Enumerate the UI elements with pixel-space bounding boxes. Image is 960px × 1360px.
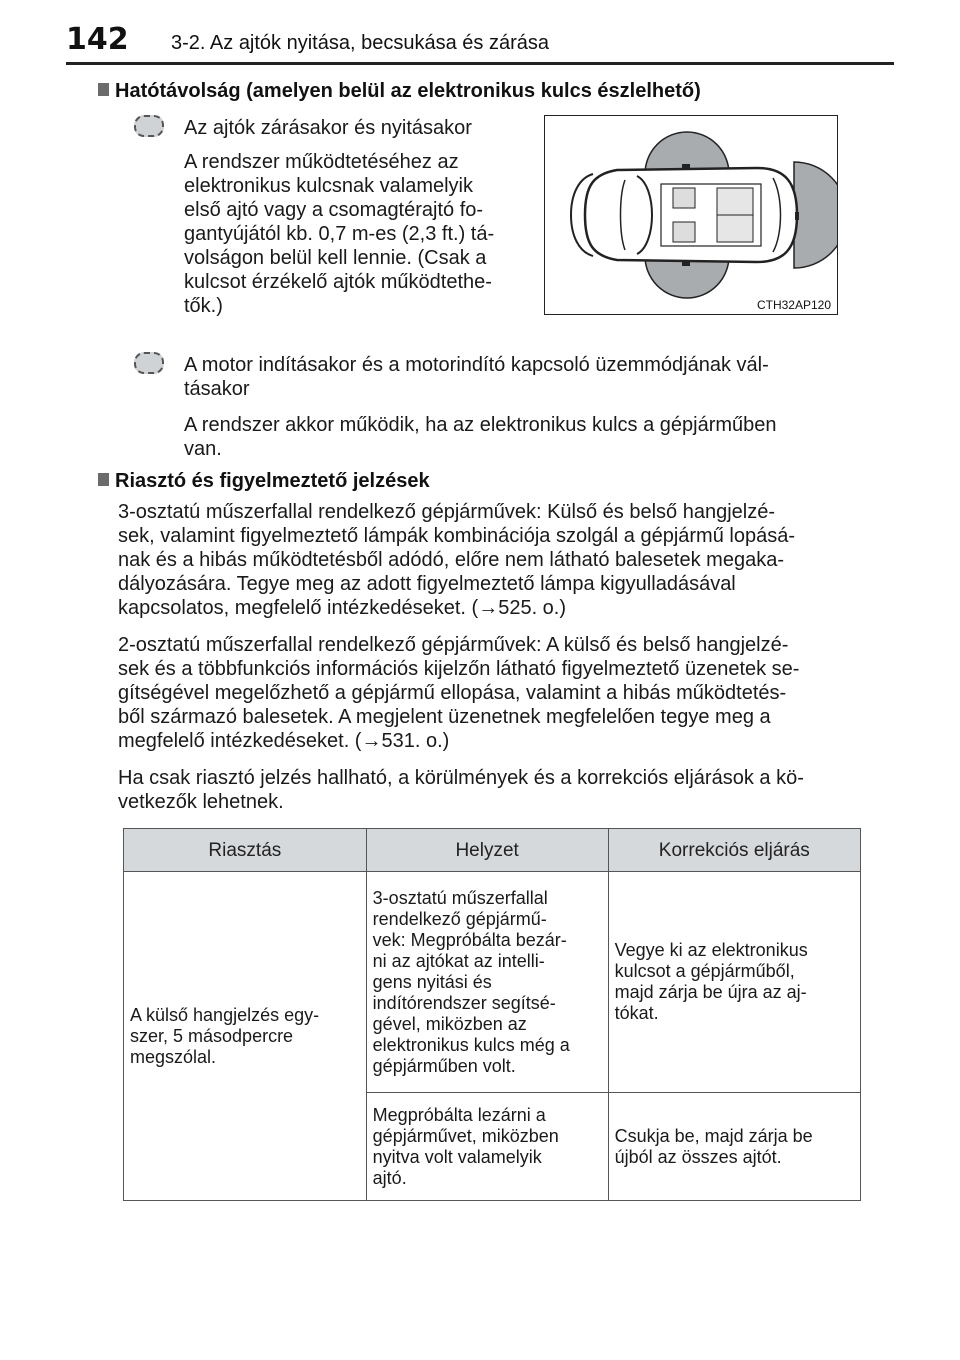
text-line: első ajtó vagy a csomagtérajtó fo- (184, 199, 484, 221)
text-line: kapcsolatos, megfelelő intézkedéseket. (→525. o.) (118, 597, 567, 619)
col-header-alarm: Riasztás (124, 829, 367, 872)
text-line: rendelkező gépjármű- (372, 908, 547, 929)
situation-cell (366, 1093, 608, 1201)
car-range-figure (544, 115, 838, 315)
section-title-range-text: Hatótávolság (amelyen belül az elektronikus kulcs észlelhető) (115, 80, 701, 102)
situation-cell (366, 872, 608, 1093)
text-line: nak és a hibás működtetésből adódó, előre nem látható balesetek megaka- (118, 549, 784, 571)
car-range-diagram (545, 116, 837, 314)
table-header-row (124, 829, 861, 872)
item2-heading (184, 353, 829, 401)
header-rule (66, 62, 894, 65)
text-line: vek: Megpróbálta bezár- (372, 929, 567, 950)
text-line: újból az összes ajtót. (614, 1146, 782, 1167)
text-line: A motor indításakor és a motorindító kapcsoló üzemmódjának vál- (184, 354, 769, 376)
text-line: dályozására. Tegye meg az adott figyelmeztető lámpa kigyulladásával (118, 573, 736, 595)
page-number: 142 (66, 22, 129, 57)
action-cell (608, 872, 860, 1093)
door-handle-left-icon (682, 164, 690, 168)
text-line: 3-osztatú műszerfallal (372, 887, 548, 908)
text-line: elektronikus kulcs még a (372, 1034, 570, 1055)
text-line: Megpróbálta lezárni a (372, 1104, 546, 1125)
back-door-zone (794, 162, 837, 268)
alarm-para-1 (118, 500, 855, 620)
page-header (0, 0, 960, 70)
section-title-alarm-text: Riasztó és figyelmeztető jelzések (115, 470, 430, 492)
back-door-handle-icon (795, 212, 799, 220)
text-line: ből származó balesetek. A megjelent üzenetnek megfelelően tegye meg a (118, 706, 771, 728)
action-cell (608, 1093, 860, 1201)
car-body (585, 168, 797, 262)
item1-heading: Az ajtók zárásakor és nyitásakor (184, 117, 472, 139)
item2-body (184, 413, 829, 461)
text-line: kulcsot a gépjárműből, (614, 961, 795, 981)
text-line: sek, valamint figyelmeztető lámpák kombinációja szolgál a gépjármű lopásá- (118, 525, 795, 547)
text-line: gens nyitási és (372, 971, 492, 992)
dashed-bullet-icon (134, 115, 164, 137)
text-line: A külső hangjelzés egy- (130, 1004, 320, 1025)
seat-front-left (673, 188, 695, 208)
text-line: tókat. (614, 1003, 659, 1023)
text-line: gítségével megelőzhető a gépjármű ellopása, valamint a hibás működtetés- (118, 682, 787, 704)
text-line: A rendszer akkor működik, ha az elektronikus kulcs a gépjárműben (184, 414, 777, 436)
text-line: A rendszer működtetéséhez az (184, 151, 459, 173)
text-line: van. (184, 438, 222, 460)
alarm-para-2 (118, 633, 855, 753)
text-line: megfelelő intézkedéseket. (→531. o.) (118, 730, 450, 752)
seat-front-right (673, 222, 695, 242)
door-handle-right-icon (682, 262, 690, 266)
text-line: vetkezők lehetnek. (118, 791, 284, 813)
col-header-situation: Helyzet (366, 829, 608, 872)
text-line: gépjárművet, miközben (372, 1125, 559, 1146)
text-line: gével, miközben az (372, 1013, 527, 1034)
alarm-table (123, 828, 861, 1201)
item1-body (184, 150, 518, 318)
text-line: Ha csak riasztó jelzés hallható, a körülmények és a korrekciós eljárások a kö- (118, 767, 804, 789)
text-line: ni az ajtókat az intelli- (372, 950, 545, 971)
square-bullet-icon (98, 83, 109, 96)
text-line: elektronikus kulcsnak valamelyik (184, 175, 474, 197)
section-title-alarm (98, 470, 430, 493)
text-line: volságon belül kell lennie. (Csak a (184, 247, 487, 269)
text-line: tásakor (184, 378, 250, 400)
text-line: nyitva volt valamelyik (372, 1146, 542, 1167)
text-line: ajtó. (372, 1167, 407, 1188)
text-line: kulcsot érzékelő ajtók működtethe- (184, 271, 492, 293)
text-line: majd zárja be újra az aj- (614, 982, 807, 1002)
figure-code: CTH32AP120 (756, 298, 831, 312)
text-line: 2-osztatú műszerfallal rendelkező gépjárművek: A külső és belső hangjelzé- (118, 634, 789, 656)
square-bullet-icon (98, 473, 109, 486)
text-line: sek és a többfunkciós információs kijelzőn látható figyelmeztető üzenetek se- (118, 658, 800, 680)
text-line: Csukja be, majd zárja be (614, 1125, 813, 1146)
dashed-bullet-icon (134, 352, 164, 374)
alarm-cell (124, 872, 367, 1201)
text-line: indítórendszer segítsé- (372, 992, 556, 1013)
text-line: 3-osztatú műszerfallal rendelkező gépjárművek: Külső és belső hangjelzé- (118, 501, 776, 523)
chapter-title: 3-2. Az ajtók nyitása, becsukása és zárása (171, 32, 549, 54)
table-row (124, 872, 861, 1093)
text-line: gantyújától kb. 0,7 m-es (2,3 ft.) tá- (184, 223, 495, 245)
alarm-para-3 (118, 766, 855, 814)
text-line: gépjárműben volt. (372, 1055, 516, 1076)
text-line: tők.) (184, 295, 223, 317)
text-line: Vegye ki az elektronikus (614, 940, 808, 960)
text-line: megszólal. (130, 1046, 217, 1067)
col-header-action: Korrekciós eljárás (608, 829, 860, 872)
text-line: szer, 5 másodpercre (130, 1025, 294, 1046)
section-title-range (98, 80, 701, 103)
